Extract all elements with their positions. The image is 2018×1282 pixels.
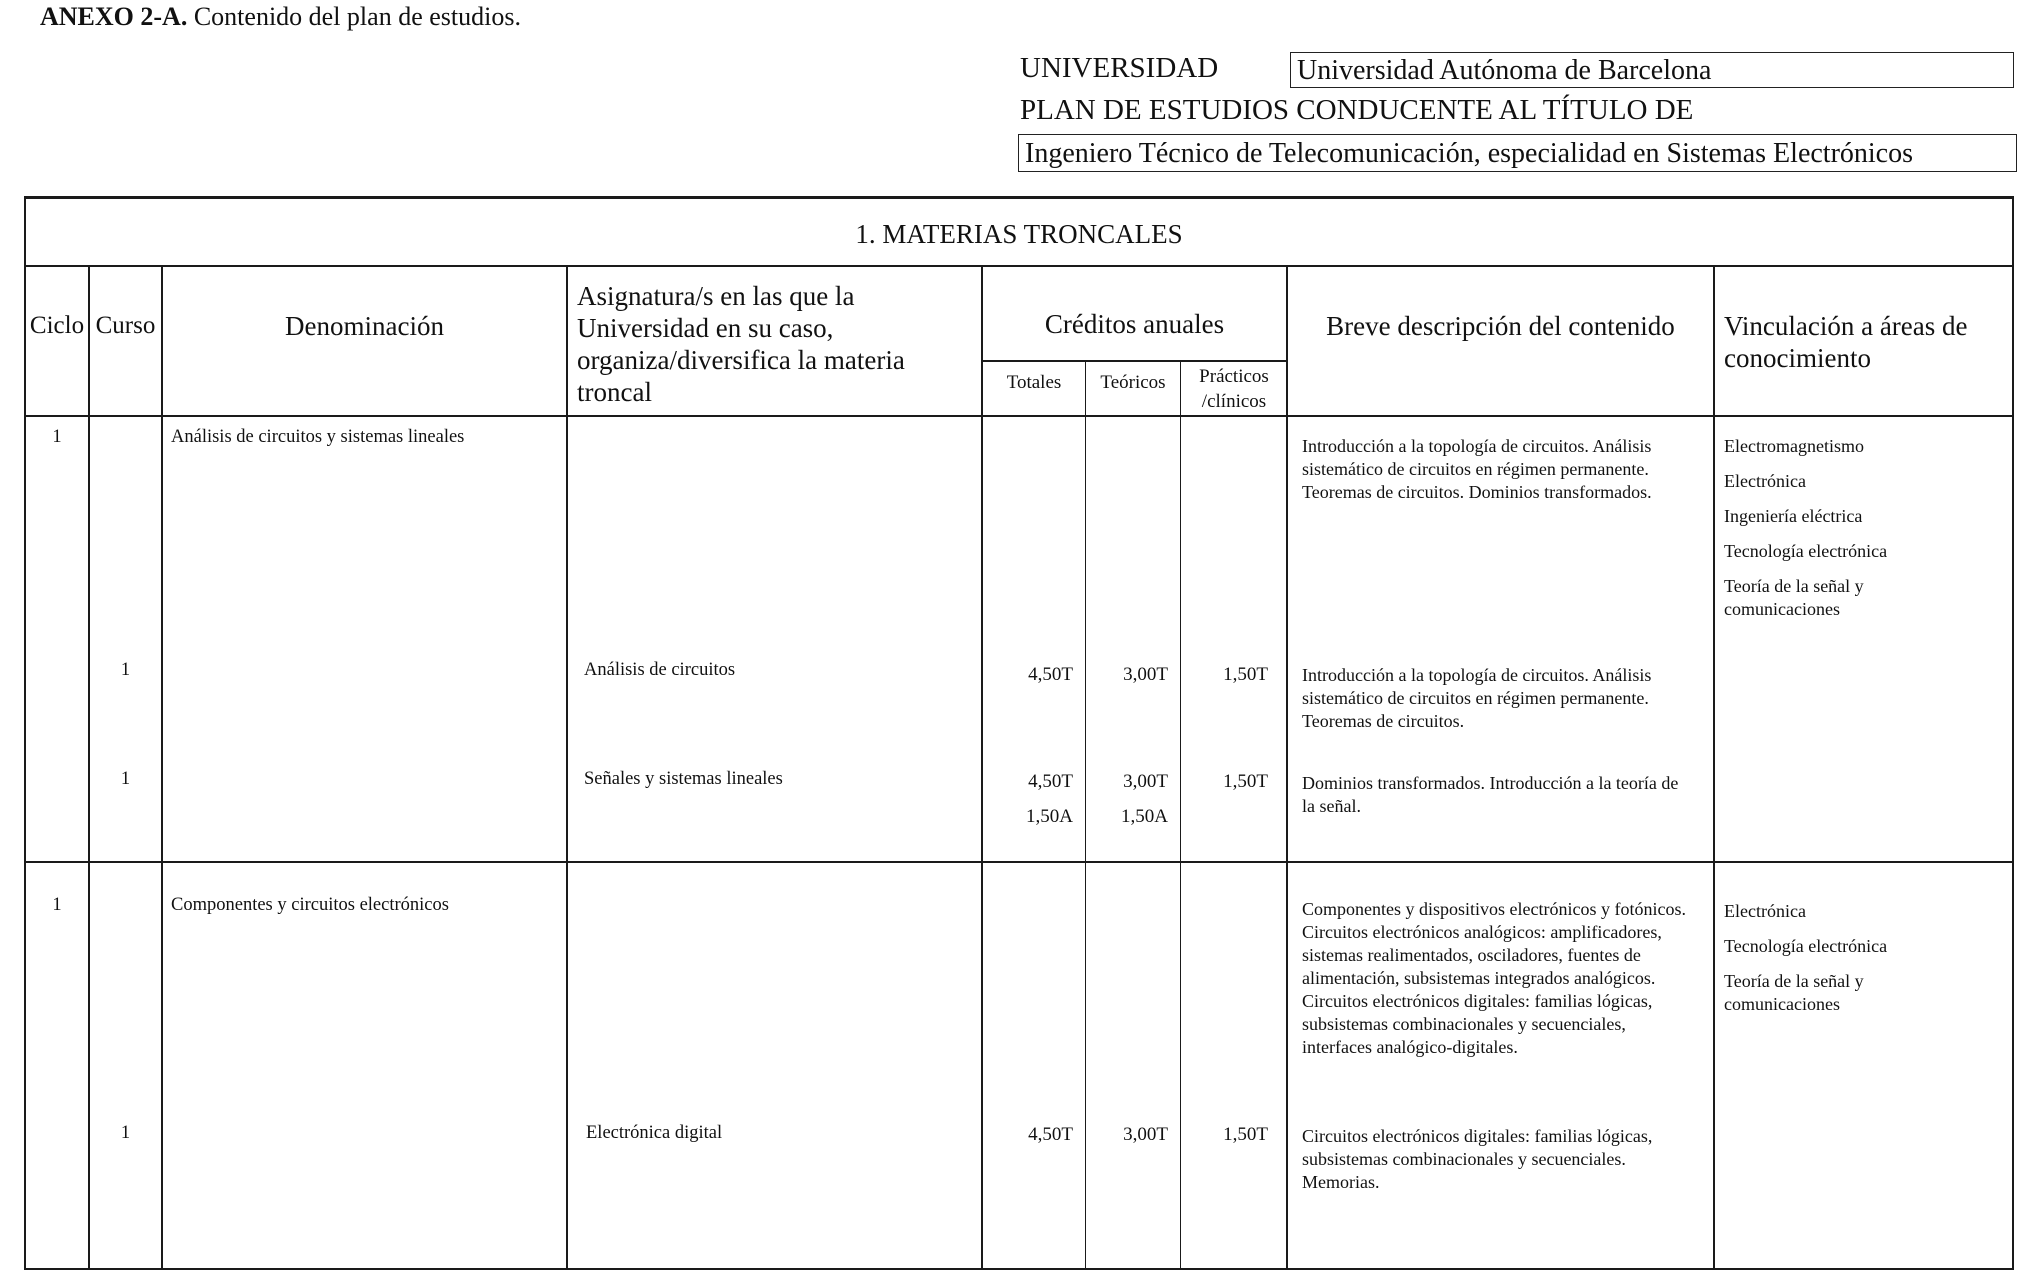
area-item: Tecnología electrónica [1724,541,1888,561]
col-vinculacion: Vinculación a áreas de conocimiento [1724,311,1968,373]
row-ciclo: 1 [52,895,62,915]
row-asignatura: Señales y sistemas lineales [584,769,783,789]
area-item: Electrónica [1724,471,1806,491]
row-teoricos: 3,00T [1123,1124,1168,1145]
area-item: Teoría de la señal y comunicaciones [1724,576,1864,619]
col-denominacion: Denominación [285,311,444,341]
area-item: Electrónica [1724,901,1806,921]
row-totales: 4,50T [1028,1124,1073,1145]
row-descripcion: Componentes y dispositivos electrónicos y fotónicos. Circuitos electrónicos analógicos: amplificadores, sistemas realimentados, osciladores, fuentes de alimentación, subsistemas integrados analógicos. Circuitos electrónicos digitales: familias lógicas, subsistemas combinacionales y secuenciales, interfaces analógico-digitales. [1302,899,1686,1057]
row-teoricos: 3,00T [1123,664,1168,685]
annex-number: ANEXO 2-A. [40,2,188,31]
col-descripcion: Breve descripción del contenido [1326,311,1675,341]
area-item: Ingeniería eléctrica [1724,506,1863,526]
row-teoricos-a: 1,50A [1121,806,1168,827]
row-descripcion: Introducción a la topología de circuitos. Análisis sistemático de circuitos en régimen permanente. Teoremas de circuitos. Dominios transformados. [1302,436,1652,502]
col-asignaturas: Asignatura/s en las que la Universidad en su caso, organiza/diversifica la materia troncal [577,281,905,407]
annex-heading [40,2,521,32]
row-descripcion: Dominios transformados. Introducción a la teoría de la señal. [1302,773,1679,816]
universidad-value: Universidad Autónoma de Barcelona [1290,52,2014,88]
plan-label: PLAN DE ESTUDIOS CONDUCENTE AL TÍTULO DE [1020,94,1694,126]
col-creditos: Créditos anuales [1044,309,1225,339]
row-teoricos: 3,00T [1123,771,1168,792]
titulo-value: Ingeniero Técnico de Telecomunicación, especialidad en Sistemas Electrónicos [1018,134,2017,172]
row-denominacion: Análisis de circuitos y sistemas lineales [171,427,465,447]
area-item: Tecnología electrónica [1724,936,1888,956]
col-ciclo: Ciclo [29,312,85,339]
row-curso: 1 [120,769,131,789]
col-totales: Totales [1006,372,1062,393]
row-totales: 4,50T [1028,771,1073,792]
row-practicos: 1,50T [1223,664,1268,685]
row-denominacion: Componentes y circuitos electrónicos [171,895,449,915]
row-practicos: 1,50T [1223,1124,1268,1145]
row-totales: 4,50T [1028,664,1073,685]
col-curso: Curso [95,312,156,339]
row-curso: 1 [120,1123,131,1143]
row-totales-a: 1,50A [1026,806,1073,827]
row-descripcion: Circuitos electrónicos digitales: familias lógicas, subsistemas combinacionales y secuenciales. Memorias. [1302,1126,1653,1192]
row-asignatura: Análisis de circuitos [584,660,736,680]
row-asignatura: Electrónica digital [586,1123,723,1143]
row-curso: 1 [120,660,131,680]
universidad-label: UNIVERSIDAD [1020,52,1219,84]
row-descripcion: Introducción a la topología de circuitos. Análisis sistemático de circuitos en régimen permanente. Teoremas de circuitos. [1302,665,1652,731]
col-practicos: Prácticos /clínicos [1199,366,1269,412]
area-item: Teoría de la señal y comunicaciones [1724,971,1864,1014]
col-teoricos: Teóricos [1100,372,1166,393]
row-ciclo: 1 [52,427,62,447]
annex-title: Contenido del plan de estudios. [187,2,521,31]
row-practicos: 1,50T [1223,771,1268,792]
section-title: 1. MATERIAS TRONCALES [855,219,1183,249]
area-item: Electromagnetismo [1724,436,1864,456]
